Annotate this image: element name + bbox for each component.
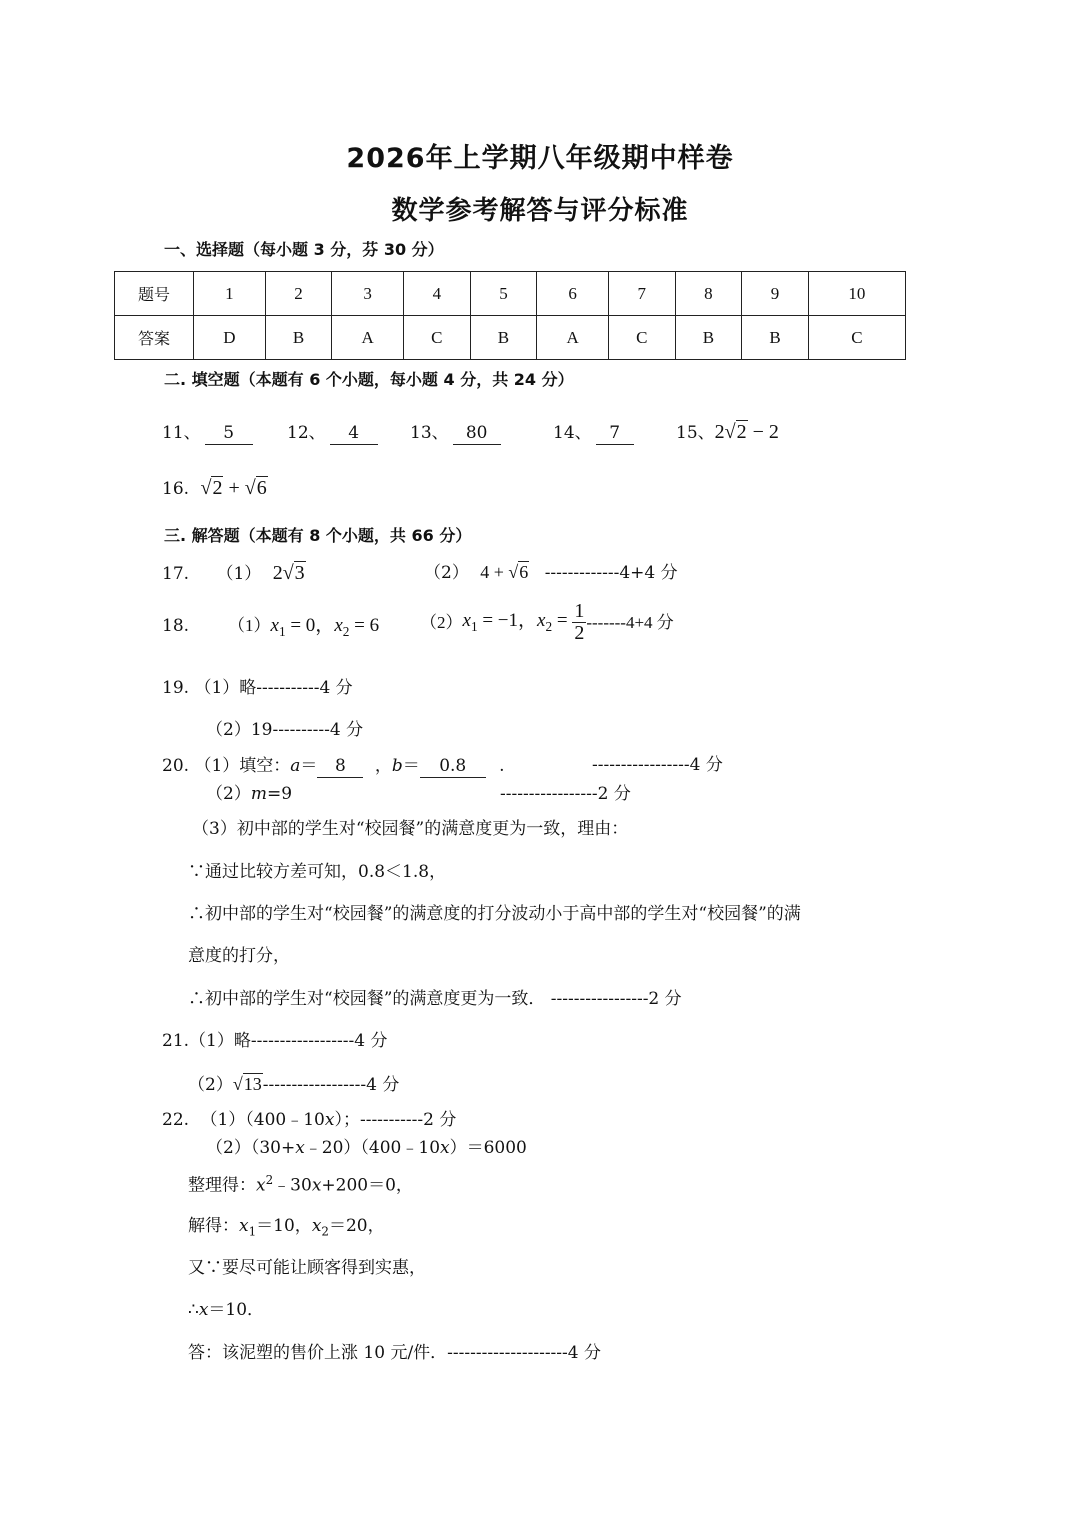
equals-sign: ＝: [402, 756, 420, 776]
page-title: 2026年上学期八年级期中样卷: [346, 143, 734, 174]
part-label: （1）填空：: [194, 756, 291, 776]
q18-part1: $(1)x_1 = 0$，$x_2 = 6$: [228, 615, 380, 639]
expression-part: （2）（30+: [206, 1138, 296, 1158]
expression-part: ＝10，: [256, 1216, 312, 1236]
answer-cell: B: [675, 316, 742, 360]
part-label: （2）: [424, 563, 469, 583]
answer-cell: A: [537, 316, 609, 360]
radicand: 6: [519, 562, 529, 582]
expression-part: ﹣20）（400﹣10: [304, 1138, 441, 1158]
coefficient: 2: [714, 421, 725, 443]
answer-cell: D: [194, 316, 266, 360]
q22-answer-line: 答：该泥塑的售价上涨 10 元/件．---------------------4 分: [188, 1343, 602, 1363]
q17-answer-2: [480, 562, 529, 582]
q20-line: 意度的打分，: [188, 946, 290, 966]
part-label: （2）: [206, 784, 251, 804]
equation-value: = 6: [354, 615, 380, 636]
fill-answer: [200, 477, 267, 499]
question-label: 19.: [162, 678, 190, 698]
score-note: ------------------4 分: [262, 1075, 400, 1095]
question-label: 14、: [553, 423, 592, 443]
expression-part: ﹣30: [273, 1175, 312, 1196]
radicand: 13: [243, 1074, 262, 1094]
question-label: 21.: [162, 1031, 190, 1051]
expression-prefix: 4 +: [480, 562, 509, 582]
q18-part2: $(2)x_1 = -1$，$x_2$ = $\frac{1}{2}$ -------4+4 分: [420, 600, 674, 644]
value: =9: [266, 784, 293, 804]
answer-cell: C: [808, 316, 905, 360]
equation-value: = −1，: [482, 610, 538, 632]
q22-row: 22. （1）（400﹣10x）；-----------2 分: [162, 1110, 457, 1130]
q20-line: ∴初中部的学生对“校园餐”的满意度更为一致． -----------------2 分: [188, 989, 682, 1009]
expression-part: ＝20，: [328, 1216, 385, 1236]
line-prefix: 整理得：: [188, 1175, 256, 1196]
score-note: -----------------2 分: [500, 784, 631, 804]
row-label: 答案: [115, 316, 194, 360]
sqrt-expression: √6: [508, 562, 529, 582]
period: .: [499, 756, 505, 776]
coefficient: 2: [272, 562, 283, 584]
answer-cell: B: [265, 316, 332, 360]
answer-cell: A: [332, 316, 404, 360]
answer-cell: B: [470, 316, 537, 360]
q20-row: 20. （1）填空：a＝ 8 ，b＝ 0.8 .: [162, 756, 505, 776]
part-label: （2）: [420, 613, 463, 632]
fill-q11: [162, 424, 253, 445]
expression-part: ）＝6000: [449, 1138, 527, 1158]
fill-answer-b: 0.8: [420, 757, 486, 778]
fraction: [572, 601, 586, 644]
equation-sign: =: [556, 610, 568, 632]
score-note: -----------------4 分: [592, 755, 723, 775]
question-number: 6: [537, 272, 609, 316]
q22-line: 又∵要尽可能让顾客得到实惠，: [188, 1258, 426, 1278]
q22-part2: （2）（30+x﹣20）（400﹣10x）＝6000: [206, 1138, 527, 1158]
question-number: 2: [265, 272, 332, 316]
part-label: （1）: [216, 564, 262, 584]
radicand: 2: [736, 421, 747, 443]
q21-part2: [188, 1075, 399, 1094]
q20-part3: （3）初中部的学生对“校园餐”的满意度更为一致，理由：: [192, 819, 629, 839]
fill-answer: 5: [205, 424, 253, 445]
q18-row: [162, 618, 189, 635]
fill-answer: 4: [330, 424, 378, 445]
sqrt-expression: √2: [200, 477, 223, 499]
question-number: 9: [742, 272, 809, 316]
q22-line: ∴x＝10．: [188, 1300, 265, 1320]
q19-part2: （2）19----------4 分: [206, 720, 364, 740]
fill-answer: 7: [596, 424, 634, 445]
section-heading-solve: 三. 解答题（本题有 8 个小题，共 66 分）: [164, 526, 472, 545]
table-row: [115, 272, 906, 316]
question-number: 7: [608, 272, 675, 316]
fill-answer: [715, 421, 779, 443]
part-label: （1）: [228, 616, 271, 635]
q20-part2: （2）m=9: [206, 784, 293, 804]
q17-row: [162, 563, 306, 583]
expression-part: （1）（400﹣10: [200, 1110, 325, 1130]
sqrt-expression: √2: [724, 421, 747, 443]
expression-part: +200＝0，: [321, 1175, 413, 1196]
question-number: 3: [332, 272, 404, 316]
answer-cell: C: [404, 316, 471, 360]
choice-answer-table: [114, 271, 906, 360]
score-note: -------------4+4 分: [544, 563, 678, 583]
section-heading-fill: 二. 填空题（本题有 6 个小题，每小题 4 分，共 24 分）: [164, 370, 574, 389]
fill-q14: [553, 424, 634, 445]
sqrt-expression: √3: [282, 562, 305, 584]
question-number: 10: [808, 272, 905, 316]
question-number: 4: [404, 272, 471, 316]
q22-line: 解得：$x_1=10$，$x_2=20$，: [188, 1216, 385, 1239]
q17-answer-1: [273, 562, 306, 584]
sqrt-expression: √13: [232, 1074, 262, 1094]
fill-answer-a: 8: [317, 757, 363, 778]
fill-answer: 80: [453, 424, 501, 445]
page-subtitle: 数学参考解答与评分标准: [391, 196, 689, 226]
equals-sign: ＝: [300, 756, 318, 776]
question-number: 5: [470, 272, 537, 316]
expression-part: ＝10．: [208, 1300, 265, 1320]
question-label: 15、: [676, 423, 715, 443]
fraction-numerator: 1: [574, 600, 585, 622]
q22-line: 整理得：$x^2﹣30x+200=0$，: [188, 1173, 413, 1196]
fill-q16: [162, 478, 268, 498]
q21-part1: （1）略------------------4 分: [189, 1031, 388, 1051]
q19-row: [162, 680, 353, 697]
q19-part1: （1）略-----------4 分: [194, 678, 353, 698]
line-prefix: 解得：: [188, 1216, 239, 1236]
table-row: [115, 316, 906, 360]
question-label: 22.: [162, 1110, 190, 1130]
answer-cell: C: [608, 316, 675, 360]
question-number: 1: [194, 272, 266, 316]
q20-line: ∴初中部的学生对“校园餐”的满意度的打分波动小于高中部的学生对“校园餐”的满: [188, 904, 801, 924]
question-label: 16.: [162, 479, 190, 499]
answer-cell: B: [742, 316, 809, 360]
expression-tail: − 2: [747, 421, 779, 443]
question-label: 17.: [162, 564, 190, 584]
radicand: 2: [212, 477, 223, 499]
line-prefix: ∴: [188, 1300, 199, 1320]
question-number: 8: [675, 272, 742, 316]
equation-value: = 0，: [290, 615, 335, 636]
question-label: 18.: [162, 616, 190, 636]
question-label: 11、: [162, 423, 201, 443]
expression-part: ）；-----------2 分: [334, 1110, 457, 1130]
sqrt-expression: √6: [244, 477, 267, 499]
part-label: （2）: [188, 1075, 233, 1095]
row-label: 题号: [115, 272, 194, 316]
fill-q12: [287, 424, 378, 445]
q21-row: [162, 1033, 387, 1050]
fill-q13: [410, 424, 501, 445]
question-label: 12、: [287, 423, 326, 443]
radicand: 6: [256, 477, 267, 499]
radicand: 3: [294, 562, 305, 584]
fill-q15: [676, 422, 779, 442]
q17-part2: [424, 563, 678, 582]
q20-line: ∵通过比较方差可知，0.8＜1.8，: [188, 862, 447, 882]
operator: +: [223, 477, 245, 499]
section-heading-choice: 一、选择题（每小题 3 分，芬 30 分）: [164, 240, 444, 259]
fraction-denominator: 2: [574, 622, 585, 644]
score-note: -------4+4 分: [586, 613, 674, 632]
question-label: 13、: [410, 423, 449, 443]
question-label: 20.: [162, 756, 190, 776]
